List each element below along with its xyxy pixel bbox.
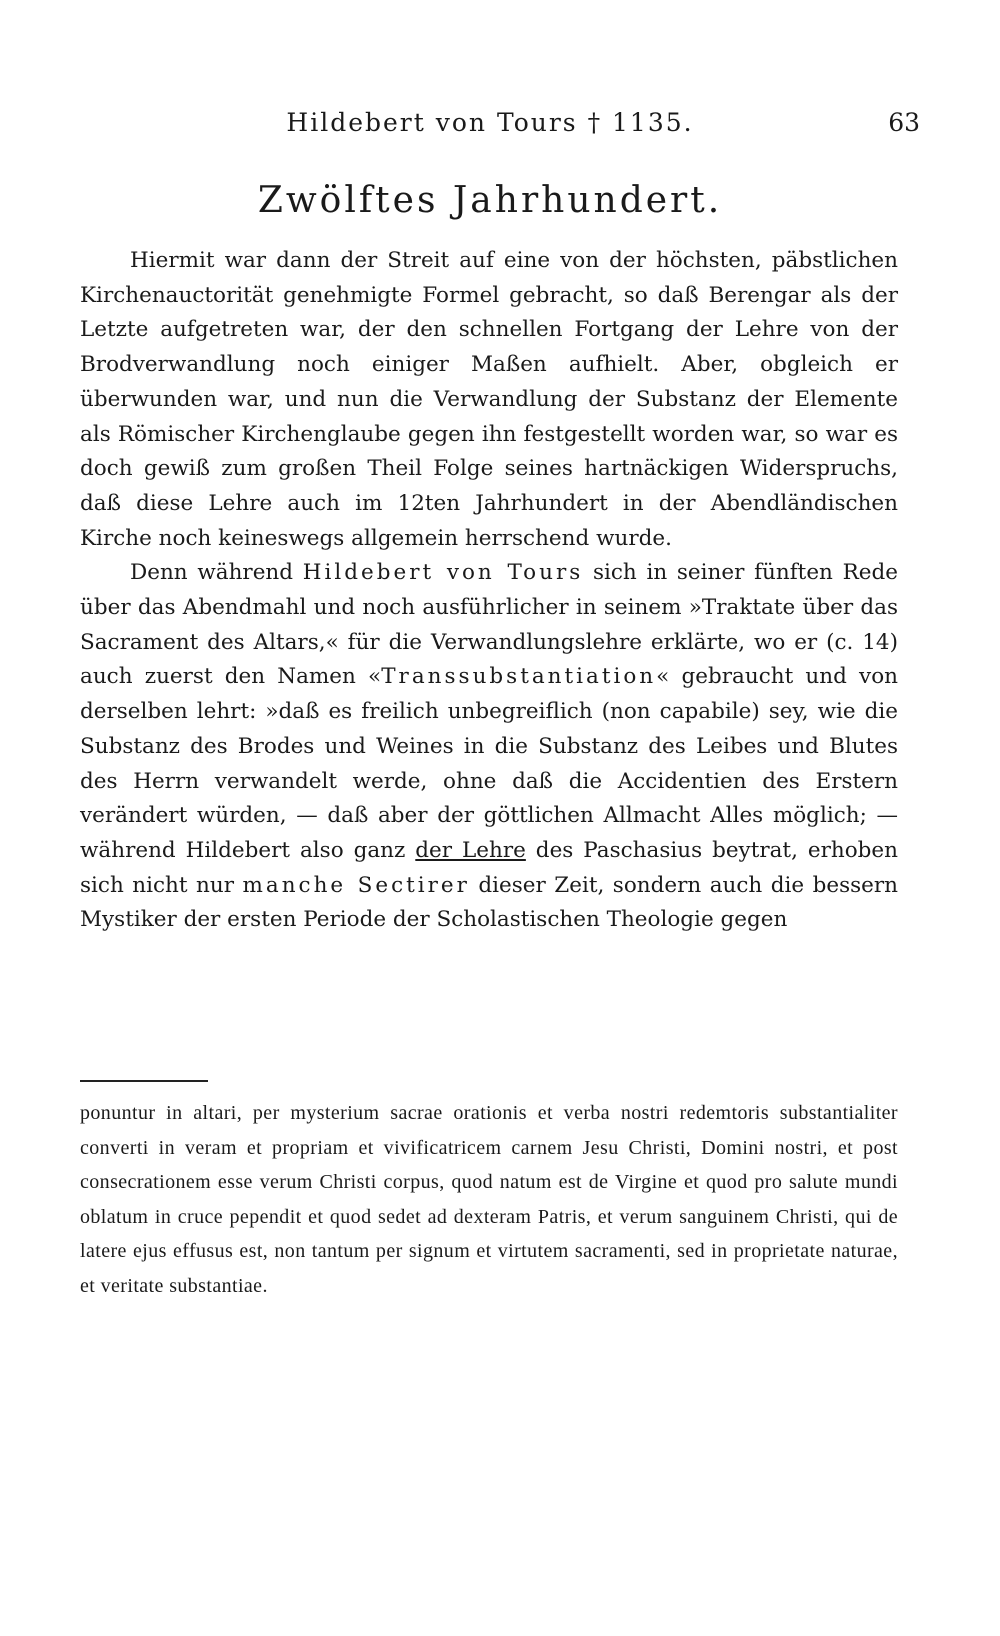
paragraph-2-part-3: « gebraucht und von derselben lehrt: »daß es freilich unbegreiflich (non capabile) sey, wie die Substanz des Brodes und Weines in die Substanz des Leibes und Blutes des Herrn verwandelt werde, ohne daß die Accidentien des Erstern verändert würden, — daß aber der göttlichen Allmacht Alles möglich; — während Hildebert also ganz [80,664,898,863]
paragraph-2-part-2: sich in seiner fünften Rede über das Abendmahl und noch ausführlicher in seinem »Traktate über das Sacrament des Altars,« für die Verwandlungslehre erklärte, wo er (c. 14) auch zuerst den Namen « [80,560,898,690]
paragraph-2-part-1: Denn während [130,560,303,586]
footnote-text: ponuntur in altari, per mysterium sacrae orationis et verba nostri redemtoris substantialiter converti in veram et propriam et vivificatricem carnem Jesu Christi, Domini nostri, et post consecrationem esse verum Christi corpus, quod natum est de Virgine et quod pro salute mundi oblatum in cruce pependit et quod sedet ad dexteram Patris, et verum sanguinem Christi, qui de latere ejus effusus est, non tantum per signum et virtutem sacramenti, sed in proprietate naturae, et veritate substantiae. [80,1102,898,1297]
name-hildebert-von-tours: Hildebert von Tours [302,560,584,586]
section-heading: Zwölftes Jahrhundert. [257,180,723,221]
paragraph-1: Hiermit war dann der Streit auf eine von der höchsten, päbstlichen Kirchenauctorität genehmigte Formel gebracht, so daß Berengar als der Letzte aufgetreten war, der den schnellen Fortgang der Lehre von der Brodverwandlung noch einiger Maßen aufhielt. Aber, obgleich er überwunden war, und nun die Verwandlung der Substanz der Elemente als Römischer Kirchenglaube gegen ihn festgestellt worden war, so war es doch gewiß zum großen Theil Folge seines hartnäckigen Widerspruchs, daß diese Lehre auch im 12ten Jahrhundert in der Abendländischen Kirche noch keineswegs allgemein herrschend wurde. [80,248,898,551]
underlined-phrase: der Lehre [415,837,526,863]
footnote-divider [80,1080,208,1082]
page-number: 63 [888,108,920,137]
paragraph-2 [80,556,898,938]
book-page [80,0,920,1636]
paragraph-2-part-4: des Paschasius beytrat, erhoben sich nicht nur [80,837,898,898]
emphasized-sects: manche Sectirer [242,872,470,898]
paragraph-2-part-5: dieser Zeit, sondern auch die bessern Mystiker der ersten Periode der Scholastischen Theologie gegen [80,872,898,933]
term-transsubstantiation: Transsubstantiation [381,664,657,690]
main-text [80,244,898,938]
running-title: Hildebert von Tours † 1135. [286,108,694,137]
running-head [80,108,920,148]
footnote [80,1096,898,1304]
